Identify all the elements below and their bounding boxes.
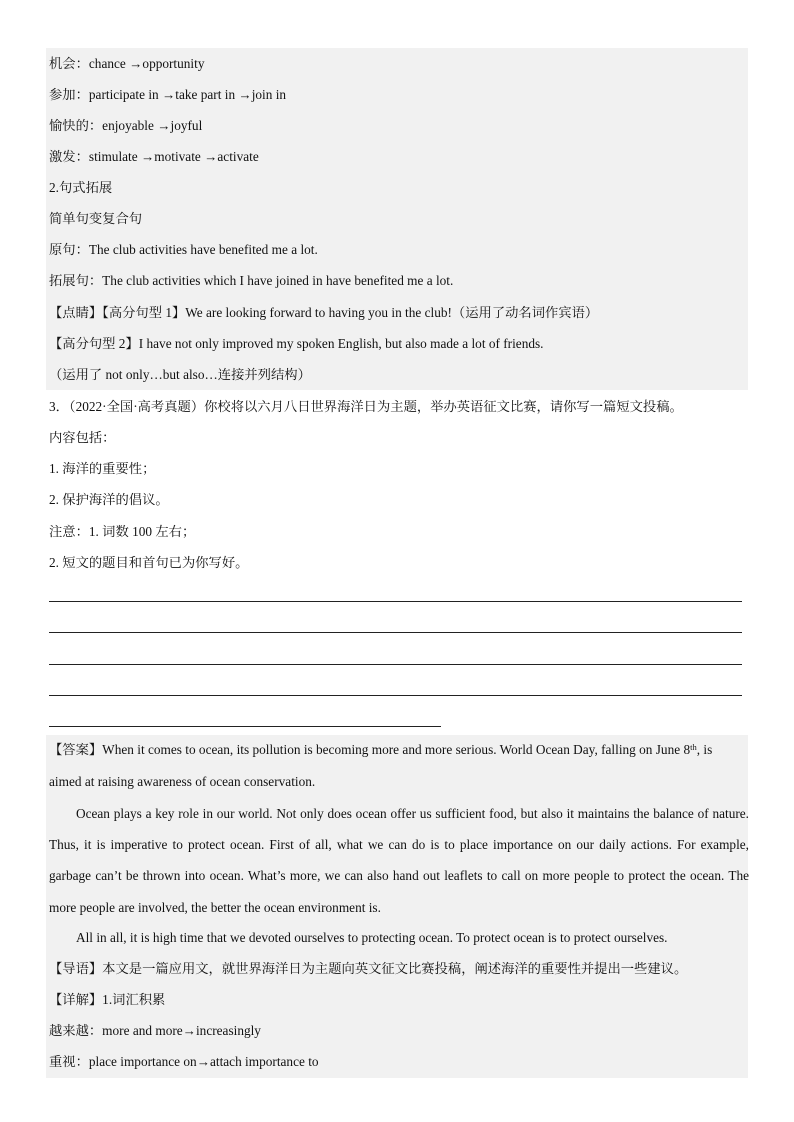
answer-blank-line: [49, 695, 742, 696]
answer-paragraph-3: All in all, it is high time that we devoted ourselves to protecting ocean. To protect ocean is to protect ourselves.: [76, 930, 668, 945]
expanded-sentence: 拓展句：The club activities which I have joined in have benefited me a lot.: [49, 273, 454, 288]
subheading-simple-to-complex: 简单句变复合句: [49, 211, 143, 226]
highlight-sentence-1: 【点睛】【高分句型 1】We are looking forward to having you in the club!（运用了动名词作宾语）: [49, 305, 599, 320]
vocab-place-importance: 重视：place importance on→attach importance to: [49, 1054, 319, 1069]
answer-blank-line: [49, 726, 441, 727]
detail-heading: 【详解】1.词汇积累: [49, 992, 166, 1007]
answer-line-2: aimed at raising awareness of ocean conservation.: [49, 774, 316, 789]
vocab-line-enjoyable: 愉快的：enjoyable →joyful: [49, 118, 203, 133]
answer-blank-line: [49, 664, 742, 665]
section-heading-sentence-expansion: 2.句式拓展: [49, 180, 113, 195]
question-item-1: 1. 海洋的重要性；: [49, 461, 156, 476]
vocab-line-stimulate: 激发：stimulate →motivate →activate: [49, 149, 259, 164]
answer-line-1-text: 【答案】When it comes to ocean, its pollution is becoming more and more serious. World Ocean Day, falling on June 8: [49, 742, 691, 757]
highlight-note-2: （运用了 not only…but also…连接并列结构）: [49, 367, 311, 382]
question-title: 3．（2022·全国·高考真题）你校将以六月八日世界海洋日为主题，举办英语征文比赛，请你写一篇短文投稿。: [49, 399, 683, 414]
question-note-2: 2. 短文的题目和首句已为你写好。: [49, 555, 249, 570]
answer-blank-line: [49, 632, 742, 633]
answer-blank-line: [49, 601, 742, 602]
vocab-line-participate: 参加：participate in →take part in →join in: [49, 87, 287, 102]
vocab-line-chance: 机会：chance →opportunity: [49, 56, 205, 71]
vocab-more-and-more: 越来越：more and more→increasingly: [49, 1023, 261, 1038]
question-note-1: 注意：1. 词数 100 左右；: [49, 524, 196, 539]
original-sentence: 原句：The club activities have benefited me a lot.: [49, 242, 318, 257]
answer-paragraph-2: Ocean plays a key role in our world. Not only does ocean offer us sufficient food, but also it maintains the balance of nature. Thus, it is imperative to protect ocean. First of all, what we can do is to place importance on our daily actions. For example, garbage can’t be thrown into ocean. What’s more, we can also hand out leaflets to call on more people to protect the ocean. The more people are involved, the better the ocean environment is.: [49, 806, 749, 915]
question-content-label: 内容包括：: [49, 430, 116, 445]
question-item-2: 2. 保护海洋的倡议。: [49, 492, 169, 507]
highlight-sentence-2: 【高分句型 2】I have not only improved my spoken English, but also made a lot of friends.: [49, 336, 544, 351]
answer-line-1-end: , is: [696, 742, 713, 757]
guide-text: 【导语】本文是一篇应用文，就世界海洋日为主题向英文征文比赛投稿，阐述海洋的重要性并提出一些建议。: [49, 961, 688, 976]
answer-ordinal-suffix: th: [690, 742, 697, 752]
answer-line-1: [49, 740, 750, 760]
